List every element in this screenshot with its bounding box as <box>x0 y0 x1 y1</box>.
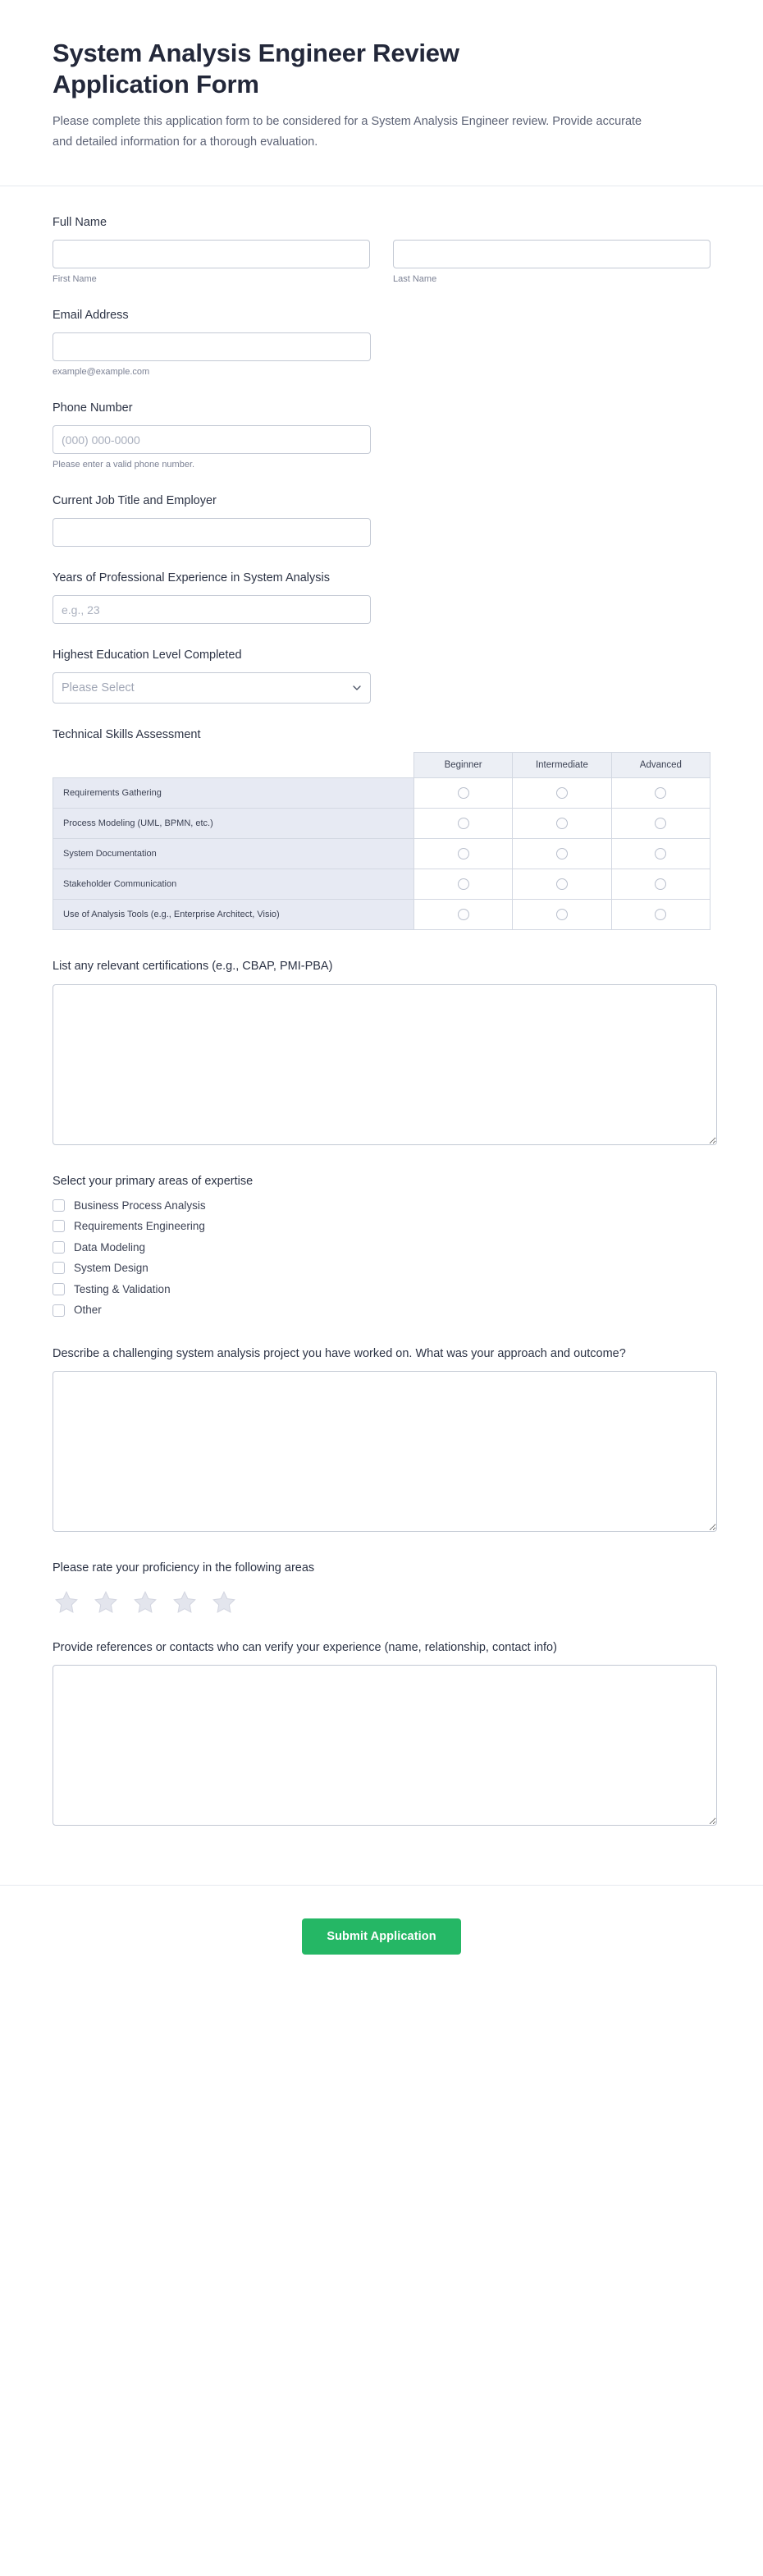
years-experience-group <box>53 595 371 624</box>
field-expertise <box>53 1173 710 1318</box>
last-name-input[interactable] <box>393 240 710 268</box>
matrix-row-label: Process Modeling (UML, BPMN, etc.) <box>53 809 414 839</box>
matrix-radio-cell[interactable] <box>513 900 612 930</box>
phone-input[interactable] <box>53 425 371 454</box>
education-select[interactable] <box>53 672 371 704</box>
page-title: System Analysis Engineer Review Application Form <box>53 39 459 99</box>
radio-intermediate[interactable] <box>556 909 568 920</box>
checkbox-label: System Design <box>74 1262 148 1275</box>
table-row <box>53 869 710 900</box>
checkbox-testing-validation[interactable] <box>53 1283 65 1295</box>
matrix-column-header: Advanced <box>611 753 710 778</box>
star-rating[interactable] <box>53 1588 710 1616</box>
field-certifications <box>53 958 710 1144</box>
radio-intermediate[interactable] <box>556 787 568 799</box>
phone-label: Phone Number <box>53 401 133 415</box>
form-footer <box>0 1885 763 2002</box>
certifications-textarea[interactable] <box>53 984 717 1145</box>
full-name-row <box>53 240 710 284</box>
matrix-row-label: Use of Analysis Tools (e.g., Enterprise Architect, Visio) <box>53 900 414 930</box>
field-project-description <box>53 1345 710 1532</box>
matrix-radio-cell[interactable] <box>611 778 710 809</box>
table-row <box>53 809 710 839</box>
star-icon-5[interactable] <box>210 1588 238 1616</box>
matrix-radio-cell[interactable] <box>414 869 513 900</box>
matrix-radio-cell[interactable] <box>611 839 710 869</box>
project-description-textarea[interactable] <box>53 1371 717 1532</box>
form-subtitle: Please complete this application form to be considered for a System Analysis Engineer review. Provide accurate and detailed information for a thorough evaluation. <box>53 114 642 149</box>
last-name-group <box>393 240 710 284</box>
star-icon-3[interactable] <box>131 1588 159 1616</box>
matrix-radio-cell[interactable] <box>513 839 612 869</box>
references-textarea[interactable] <box>53 1665 717 1826</box>
field-proficiency-rating <box>53 1560 710 1616</box>
matrix-radio-cell[interactable] <box>513 778 612 809</box>
list-item[interactable] <box>53 1303 710 1318</box>
skills-matrix-label: Technical Skills Assessment <box>53 728 201 742</box>
matrix-radio-cell[interactable] <box>414 839 513 869</box>
field-phone <box>53 400 710 470</box>
phone-sublabel: Please enter a valid phone number. <box>53 460 195 470</box>
field-references <box>53 1639 710 1826</box>
phone-group <box>53 425 371 470</box>
matrix-row-label: System Documentation <box>53 839 414 869</box>
radio-beginner[interactable] <box>458 848 469 859</box>
first-name-group <box>53 240 370 284</box>
expertise-label: Select your primary areas of expertise <box>53 1174 254 1188</box>
checkbox-label: Business Process Analysis <box>74 1199 206 1212</box>
checkbox-label: Requirements Engineering <box>74 1220 205 1233</box>
checkbox-label: Testing & Validation <box>74 1282 171 1295</box>
checkbox-system-design[interactable] <box>53 1262 65 1274</box>
matrix-radio-cell[interactable] <box>414 900 513 930</box>
table-row <box>53 900 710 930</box>
field-years-experience <box>53 570 710 624</box>
email-group <box>53 332 371 377</box>
matrix-column-header: Intermediate <box>513 753 612 778</box>
radio-beginner[interactable] <box>458 878 469 890</box>
email-label: Email Address <box>53 309 129 323</box>
radio-beginner[interactable] <box>458 787 469 799</box>
matrix-header-row <box>53 753 710 778</box>
matrix-row-label: Requirements Gathering <box>53 778 414 809</box>
form-header <box>0 0 763 186</box>
field-skills-matrix <box>53 727 710 930</box>
last-name-sublabel: Last Name <box>393 274 437 285</box>
certifications-label: List any relevant certifications (e.g., CBAP, PMI-PBA) <box>53 960 333 974</box>
matrix-radio-cell[interactable] <box>513 809 612 839</box>
expertise-checkbox-list <box>53 1199 710 1318</box>
list-item[interactable] <box>53 1282 710 1297</box>
checkbox-data-modeling[interactable] <box>53 1241 65 1254</box>
field-job-title <box>53 493 710 547</box>
field-education <box>53 647 710 704</box>
submit-button[interactable]: Submit Application <box>302 1918 460 1955</box>
full-name-label: Full Name <box>53 216 107 230</box>
star-icon-2[interactable] <box>92 1588 120 1616</box>
matrix-corner-cell <box>53 753 414 778</box>
radio-advanced[interactable] <box>655 878 666 890</box>
matrix-radio-cell[interactable] <box>611 809 710 839</box>
radio-intermediate[interactable] <box>556 848 568 859</box>
project-description-label: Describe a challenging system analysis project you have worked on. What was your approach and outcome? <box>53 1346 626 1360</box>
education-select-wrap <box>53 672 371 704</box>
field-email <box>53 307 710 377</box>
checkbox-requirements-engineering[interactable] <box>53 1220 65 1232</box>
references-label: Provide references or contacts who can verify your experience (name, relationship, contact info) <box>53 1640 557 1654</box>
checkbox-business-process-analysis[interactable] <box>53 1199 65 1212</box>
job-title-label: Current Job Title and Employer <box>53 494 217 508</box>
job-title-group <box>53 518 371 547</box>
matrix-radio-cell[interactable] <box>414 778 513 809</box>
matrix-radio-cell[interactable] <box>513 869 612 900</box>
field-full-name <box>53 214 710 284</box>
radio-beginner[interactable] <box>458 909 469 920</box>
radio-intermediate[interactable] <box>556 818 568 829</box>
table-row <box>53 778 710 809</box>
checkbox-label: Data Modeling <box>74 1240 146 1254</box>
first-name-input[interactable] <box>53 240 370 268</box>
job-title-input[interactable] <box>53 518 371 547</box>
email-field[interactable] <box>53 332 371 361</box>
radio-beginner[interactable] <box>458 818 469 829</box>
list-item[interactable] <box>53 1240 710 1255</box>
list-item[interactable] <box>53 1219 710 1234</box>
matrix-radio-cell[interactable] <box>414 809 513 839</box>
table-row <box>53 839 710 869</box>
years-experience-input[interactable] <box>53 595 371 624</box>
radio-advanced[interactable] <box>655 909 666 920</box>
star-icon-1[interactable] <box>53 1588 80 1616</box>
matrix-radio-cell[interactable] <box>611 869 710 900</box>
list-item[interactable] <box>53 1261 710 1276</box>
star-icon-4[interactable] <box>171 1588 199 1616</box>
education-label: Highest Education Level Completed <box>53 649 242 662</box>
skills-matrix-table <box>53 752 710 930</box>
email-sublabel: example@example.com <box>53 367 150 378</box>
matrix-row-label: Stakeholder Communication <box>53 869 414 900</box>
matrix-column-header: Beginner <box>414 753 513 778</box>
checkbox-label: Other <box>74 1304 102 1317</box>
first-name-sublabel: First Name <box>53 274 97 285</box>
radio-advanced[interactable] <box>655 848 666 859</box>
radio-advanced[interactable] <box>655 818 666 829</box>
radio-intermediate[interactable] <box>556 878 568 890</box>
years-experience-label: Years of Professional Experience in System Analysis <box>53 571 330 585</box>
radio-advanced[interactable] <box>655 787 666 799</box>
form-body <box>0 186 763 1856</box>
proficiency-rating-label: Please rate your proficiency in the following areas <box>53 1561 315 1574</box>
checkbox-other[interactable] <box>53 1304 65 1317</box>
matrix-radio-cell[interactable] <box>611 900 710 930</box>
list-item[interactable] <box>53 1199 710 1213</box>
